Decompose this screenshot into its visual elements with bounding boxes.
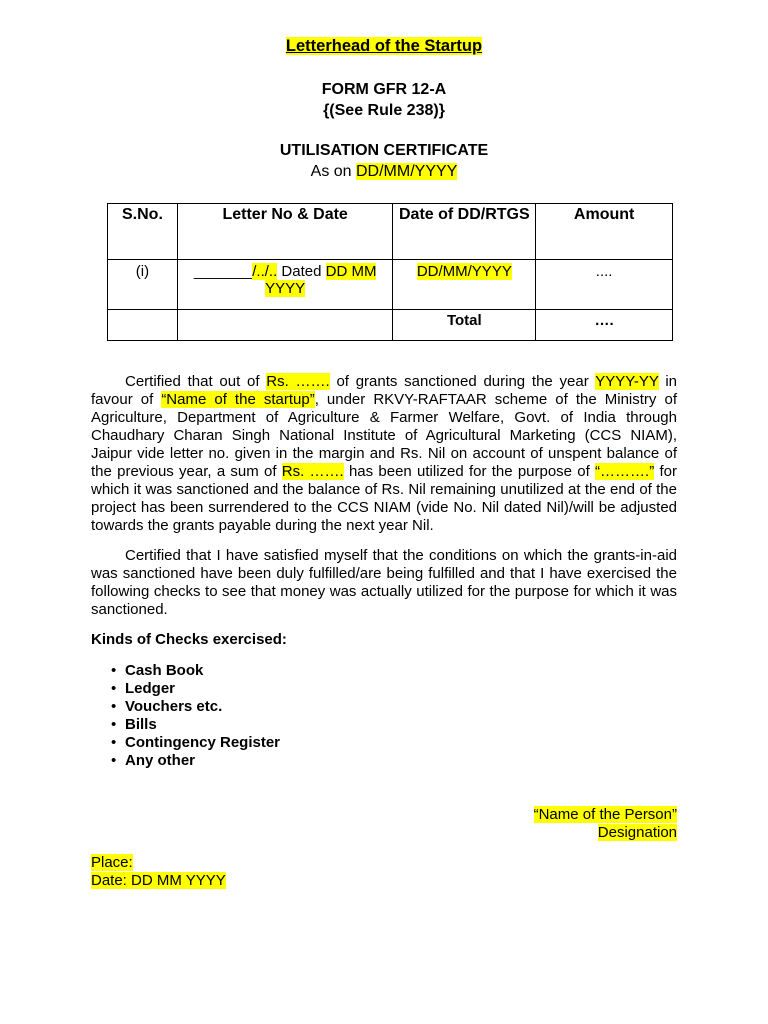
letterhead-text: Letterhead of the Startup	[285, 37, 483, 55]
bullet-icon: •	[111, 716, 117, 733]
place-date-block	[91, 854, 226, 890]
bullet-icon: •	[111, 680, 117, 697]
header-amount: Amount	[536, 204, 673, 260]
cell-empty-1	[108, 310, 178, 341]
form-number: FORM GFR 12-A	[321, 81, 447, 98]
para1-text-4: , under RKVY-RAFTAAR scheme of the Ministry of Agriculture, Department of Agriculture & Farmer Welfare, Govt. of India through Chaudhary Charan Singh National Institute of Agricultural Marketing (CCS NIAM), Jaipur vide letter no. given in the margin and Rs. Nil on account of unspent balance of the previous year, a sum of	[91, 391, 677, 480]
list-item: • Contingency Register	[111, 734, 281, 751]
table-row	[108, 260, 673, 310]
para1-year-placeholder: YYYY-YY	[595, 373, 659, 390]
cell-dd-date	[393, 260, 536, 310]
list-item: • Vouchers etc.	[111, 698, 223, 715]
checks-list	[91, 662, 280, 770]
dd-date-value: DD/MM/YYYY	[416, 263, 512, 280]
header-date-of-dd-rtgs: Date of DD/RTGS	[393, 204, 536, 260]
certification-paragraph-2	[91, 547, 677, 619]
bullet-icon: •	[111, 698, 117, 715]
signatory-designation: Designation	[597, 824, 677, 841]
para1-purpose-placeholder: “……….”	[595, 463, 655, 480]
list-item: • Bills	[111, 716, 157, 733]
para1-amount-placeholder: Rs. …….	[266, 373, 330, 390]
form-rule: {(See Rule 238)}	[323, 102, 445, 119]
para1-text-2: of grants sanctioned during the year	[329, 373, 596, 390]
para1-utilized-amount-placeholder: Rs. …….	[281, 463, 344, 480]
place-label: Place:	[91, 854, 133, 871]
certification-paragraph-1	[91, 373, 677, 535]
grant-details-table	[107, 203, 673, 341]
para1-text-6: for which it was sanctioned and the balance of Rs. Nil remaining unutilized at the end of the project has been surrendered to the CCS NIAM (vide No. Nil dated Nil)/will be adjusted towards the grants payable during the next year Nil.	[91, 463, 677, 534]
table-header-row	[108, 204, 673, 260]
table-total-row	[108, 310, 673, 341]
para1-text-5: has been utilized for the purpose of	[343, 463, 596, 480]
letter-dated-label: Dated	[277, 263, 326, 280]
as-on-date: DD/MM/YYYY	[356, 163, 458, 180]
bullet-icon: •	[111, 662, 117, 679]
as-on-label: As on	[310, 163, 356, 180]
date-label: Date: DD MM YYYY	[91, 872, 226, 889]
bullet-icon: •	[111, 734, 117, 751]
certificate-title: UTILISATION CERTIFICATE	[279, 142, 489, 159]
bullet-icon: •	[111, 752, 117, 769]
list-item: • Ledger	[111, 680, 176, 697]
para1-startup-name-placeholder: “Name of the startup”	[161, 391, 315, 408]
signature-block	[534, 806, 677, 842]
signatory-name: “Name of the Person”	[533, 806, 677, 823]
cell-amount: ....	[536, 260, 673, 310]
cell-letter-no-date	[177, 260, 393, 310]
form-title	[0, 79, 768, 121]
letterhead-heading	[0, 37, 768, 56]
list-item: • Any other	[111, 752, 196, 769]
checks-heading: Kinds of Checks exercised:	[91, 631, 287, 648]
cell-empty-2	[177, 310, 393, 341]
total-label: Total	[393, 310, 536, 341]
letter-slashes: /../..	[252, 263, 278, 280]
letter-date: DD MM YYYY	[265, 263, 377, 297]
para1-text-3: in favour of	[91, 373, 678, 408]
header-letter-no-date: Letter No & Date	[177, 204, 393, 260]
cell-sno: (i)	[108, 260, 178, 310]
total-amount: ….	[536, 310, 673, 341]
para1-text-1: Certified that out of	[125, 373, 267, 390]
as-on-line	[0, 163, 768, 181]
letter-blank: _______	[193, 263, 253, 280]
header-sno: S.No.	[108, 204, 178, 260]
para2-text: Certified that I have satisfied myself that the conditions on which the grants-in-aid was sanctioned have been duly fulfilled/are being fulfilled and that I have exercised the following checks to see that money was actually utilized for the purpose for which it was sanctioned.	[91, 547, 677, 618]
list-item: • Cash Book	[111, 662, 204, 679]
